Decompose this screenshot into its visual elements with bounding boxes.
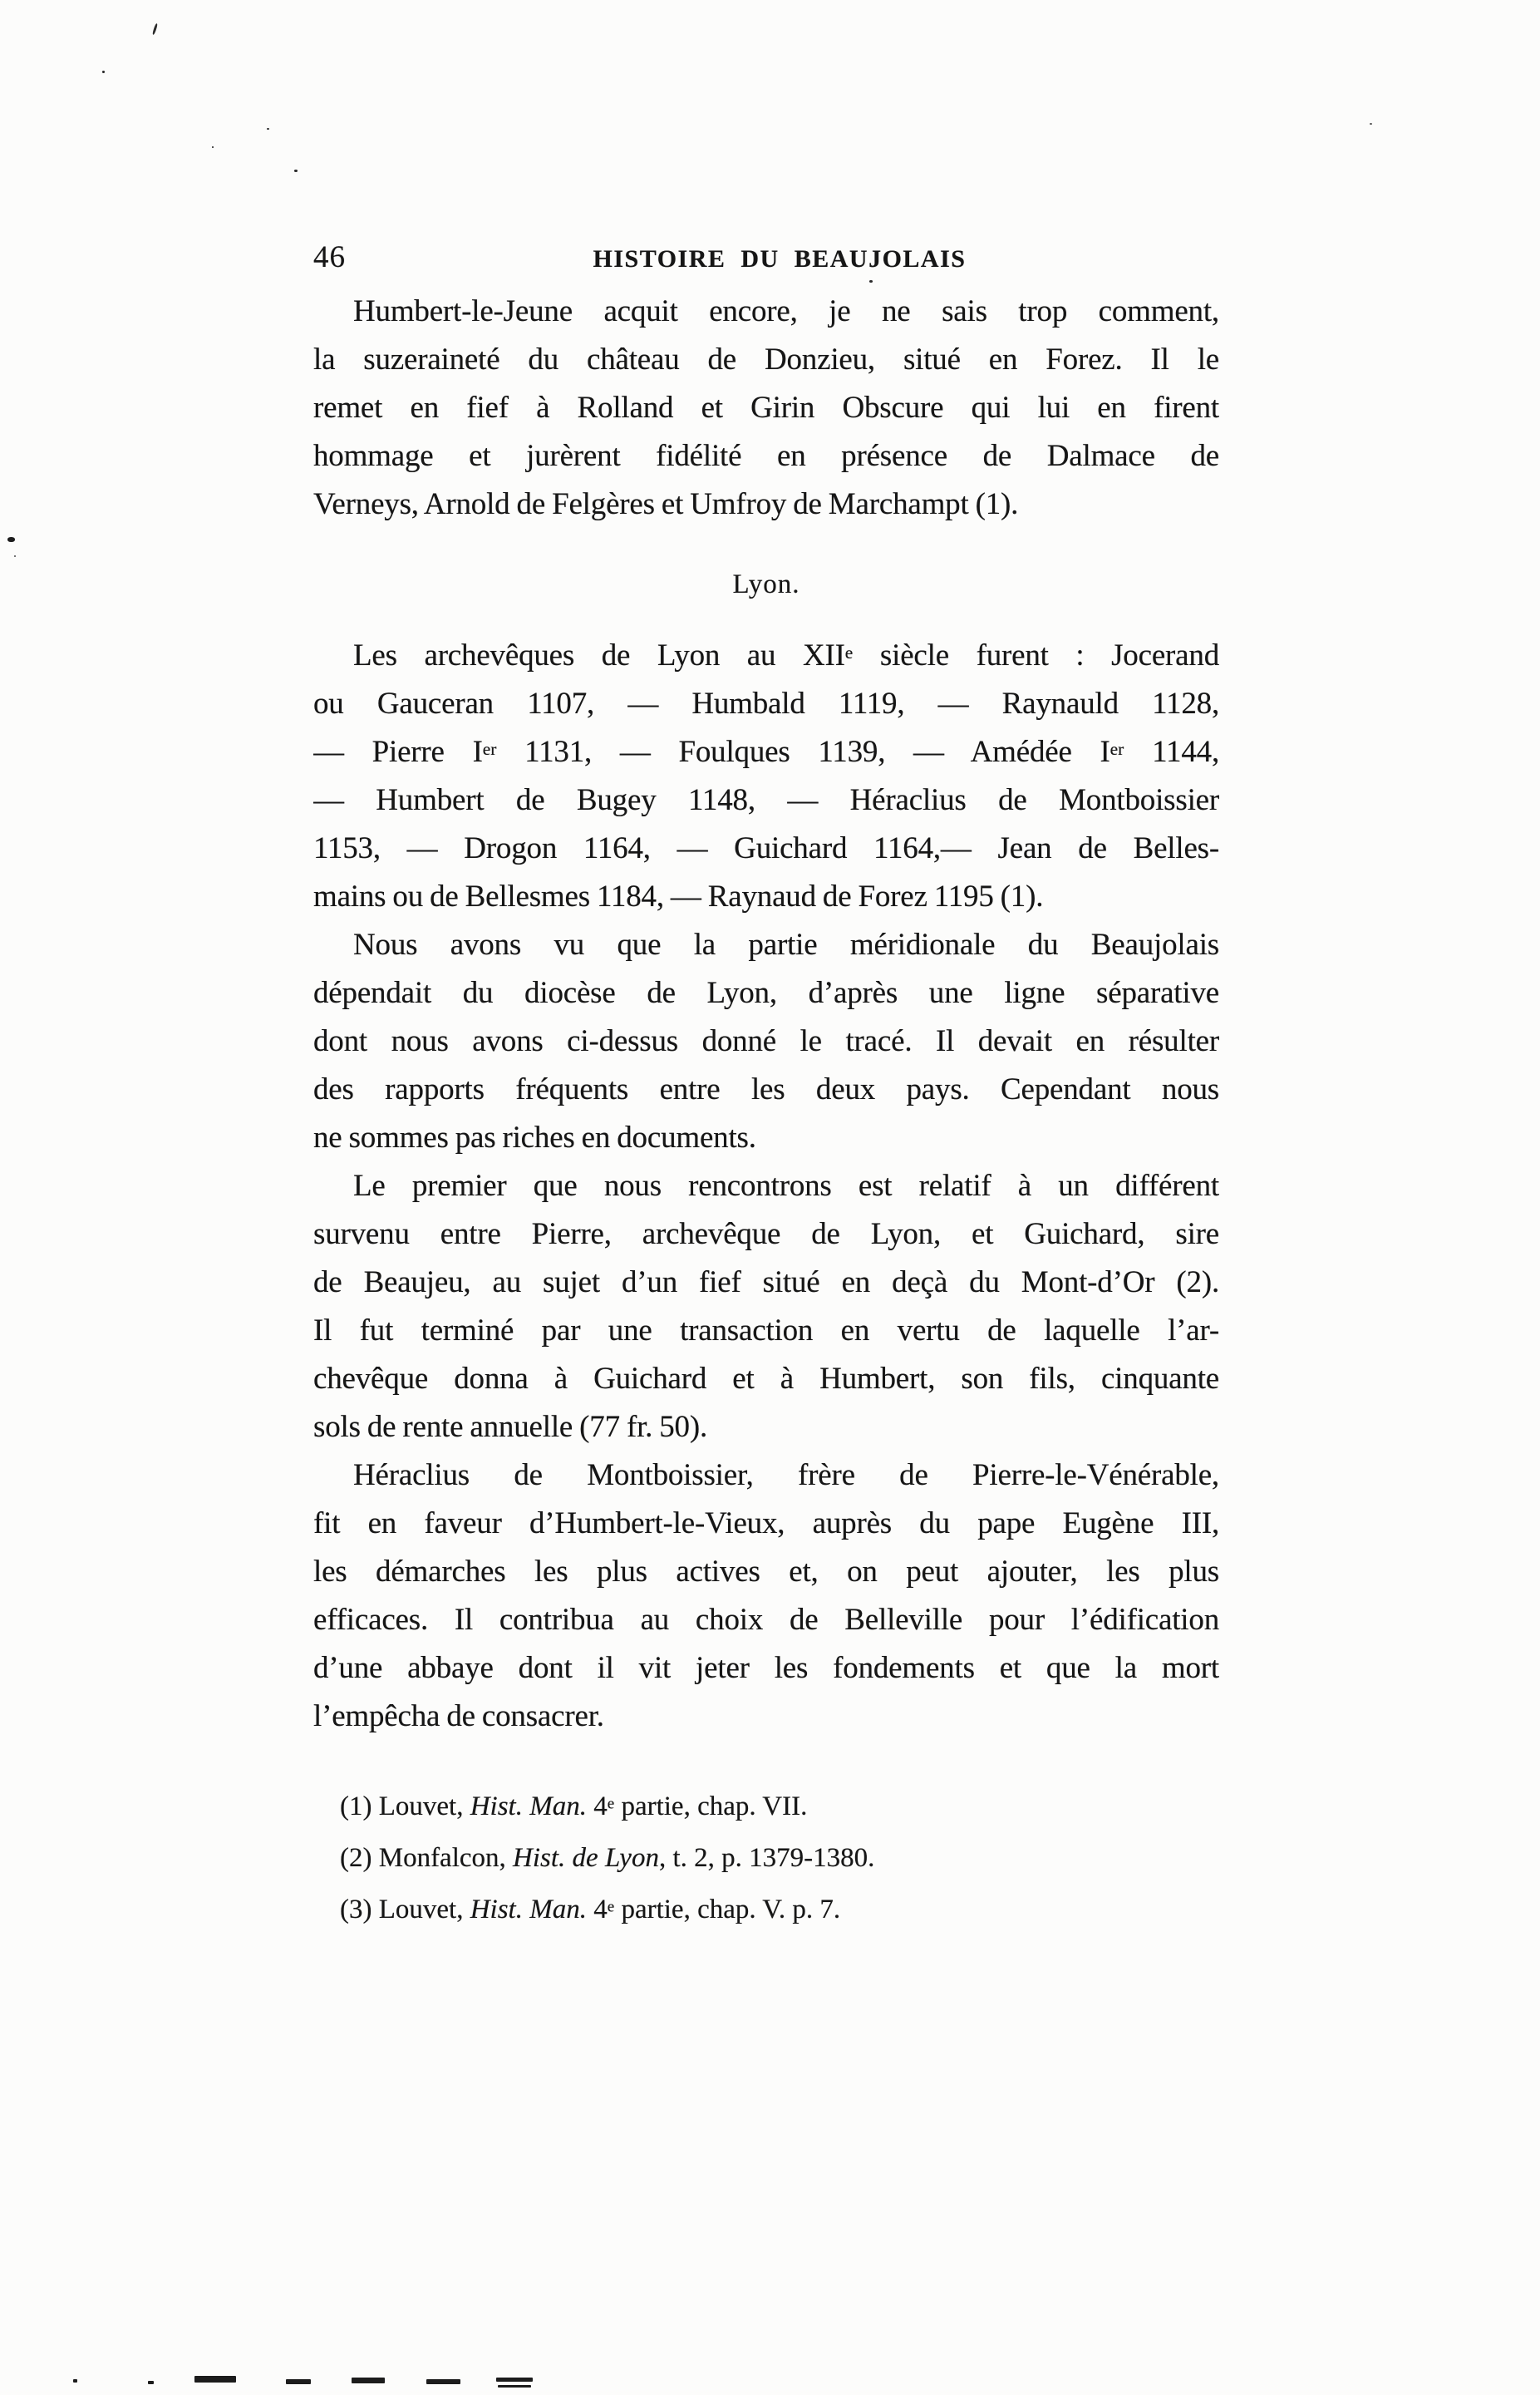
running-title: HISTOIRE DU BEAUJOLAIS [593, 245, 967, 273]
text-line: la suzeraineté du château de Donzieu, situé en Forez. Il le [313, 342, 1219, 377]
ink-speck [869, 280, 873, 283]
ink-speck [7, 537, 15, 542]
para-archeveques [313, 632, 1219, 921]
scan-edge-mark [148, 2381, 154, 2384]
text-line: remet en fief à Rolland et Girin Obscure qui lui en firent [313, 391, 1219, 425]
text-line: Humbert-le-Jeune acquit encore, je ne sais trop comment, [353, 294, 1219, 328]
text-line: Les archevêques de Lyon au XIIe siècle furent : Jocerand [353, 638, 1219, 673]
ink-speck [294, 170, 298, 172]
text-line: Le premier que nous rencontrons est relatif à un différent [353, 1169, 1219, 1203]
scan-edge-mark [73, 2379, 77, 2383]
text-line: mains ou de Bellesmes 1184, — Raynaud de Forez 1195 (1). [313, 880, 1044, 914]
footnote-line: (1) Louvet, Hist. Man. 4e partie, chap. VII. [340, 1791, 808, 1821]
text-line: chevêque donna à Guichard et à Humbert, son fils, cinquante [313, 1362, 1219, 1396]
ink-speck [14, 555, 16, 557]
section-heading-lyon: Lyon. [732, 569, 800, 599]
ink-speck [267, 128, 269, 130]
scan-edge-mark [286, 2379, 311, 2384]
text-line: survenu entre Pierre, archevêque de Lyon, et Guichard, sire [313, 1217, 1219, 1251]
scan-edge-mark [498, 2385, 531, 2388]
scan-edge-mark [496, 2378, 533, 2382]
para-heraclius [313, 1451, 1219, 1741]
text-line: Nous avons vu que la partie méridionale du Beaujolais [353, 928, 1219, 962]
text-line: des rapports fréquents entre les deux pays. Cependant nous [313, 1072, 1219, 1106]
text-line: ou Gauceran 1107, — Humbald 1119, — Raynauld 1128, [313, 687, 1219, 721]
text-line: hommage et jurèrent fidélité en présence de Dalmace de [313, 439, 1219, 473]
para-partie-meridionale [313, 921, 1219, 1162]
text-block [313, 288, 1219, 1935]
ink-speck [102, 71, 105, 73]
para-humbert-le-jeune [313, 288, 1219, 529]
ink-speck [1370, 123, 1372, 125]
text-line: dont nous avons ci-dessus donné le tracé. Il devait en résulter [313, 1024, 1219, 1058]
scan-edge-mark [352, 2378, 385, 2383]
text-line: sols de rente annuelle (77 fr. 50). [313, 1410, 708, 1444]
ink-speck [212, 146, 214, 148]
scan-edge-mark [426, 2379, 460, 2384]
text-line: Verneys, Arnold de Felgères et Umfroy de Marchampt (1). [313, 487, 1019, 521]
ink-speck [152, 23, 158, 35]
text-line: l’empêcha de consacrer. [313, 1699, 604, 1733]
footnotes [313, 1781, 1219, 1935]
running-head [313, 239, 1219, 278]
text-line: — Humbert de Bugey 1148, — Héraclius de Montboissier [313, 783, 1219, 817]
text-line: dépendait du diocèse de Lyon, d’après une ligne séparative [313, 976, 1219, 1010]
footnote-line: (3) Louvet, Hist. Man. 4e partie, chap. V. p. 7. [340, 1895, 841, 1924]
scan-edge-mark [194, 2376, 236, 2383]
text-line: 1153, — Drogon 1164, — Guichard 1164,— Jean de Belles- [313, 831, 1219, 865]
footnote-line: (2) Monfalcon, Hist. de Lyon, t. 2, p. 1379-1380. [340, 1843, 875, 1873]
text-line: de Beaujeu, au sujet d’un fief situé en deçà du Mont-d’Or (2). [313, 1265, 1219, 1299]
text-line: d’une abbaye dont il vit jeter les fondements et que la mort [313, 1651, 1219, 1685]
text-line: les démarches les plus actives et, on peut ajouter, les plus [313, 1555, 1219, 1589]
para-le-premier [313, 1162, 1219, 1451]
text-line: Il fut terminé par une transaction en vertu de laquelle l’ar- [313, 1313, 1219, 1348]
page-number: 46 [313, 240, 346, 274]
text-line: efficaces. Il contribua au choix de Belleville pour l’édification [313, 1603, 1219, 1637]
text-line: ne sommes pas riches en documents. [313, 1121, 756, 1155]
text-line: fit en faveur d’Humbert-le-Vieux, auprès du pape Eugène III, [313, 1506, 1219, 1540]
text-line: — Pierre Ier 1131, — Foulques 1139, — Amédée Ier 1144, [313, 735, 1219, 769]
text-line: Héraclius de Montboissier, frère de Pierre-le-Vénérable, [353, 1458, 1219, 1492]
